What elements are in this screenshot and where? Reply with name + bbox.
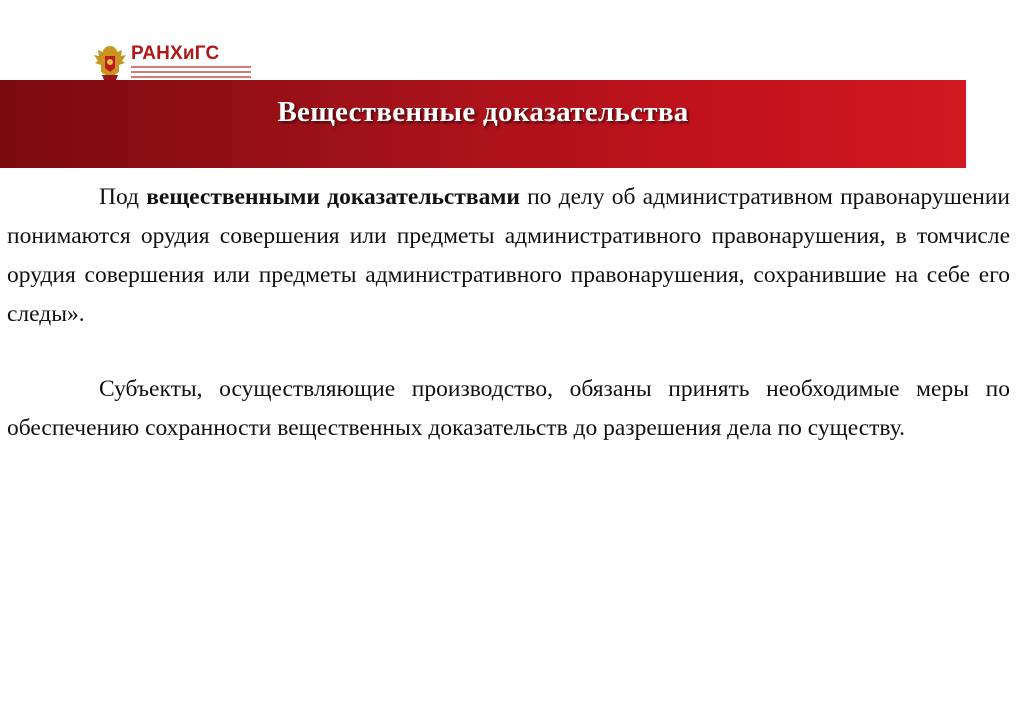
paragraph-obligation: Субъекты, осуществляющие производство, обязаны принять необходимые меры по обеспечению сохранности вещественных доказательств до разрешения дела по существу. bbox=[7, 376, 1010, 441]
p1-lead: Под bbox=[99, 184, 147, 210]
slide-title: Вещественные доказательства bbox=[277, 95, 689, 128]
ranepa-logo bbox=[92, 42, 251, 82]
logo-name: РАНХиГС bbox=[131, 43, 220, 64]
slide-body bbox=[7, 178, 1010, 448]
p1-rest: по делу об административном правонарушении понимаются орудия совершения или предметы административного правонарушения, в томчисле орудия совершения или предметы административного правонарушения, сохранившие на себе его следы». bbox=[7, 184, 1010, 327]
paragraph-definition bbox=[7, 178, 1010, 334]
logo-subtitle-lines bbox=[131, 66, 251, 78]
p1-bold-term: вещественными доказательствами bbox=[146, 184, 520, 210]
eagle-emblem-icon bbox=[92, 42, 128, 82]
title-banner bbox=[0, 80, 966, 168]
